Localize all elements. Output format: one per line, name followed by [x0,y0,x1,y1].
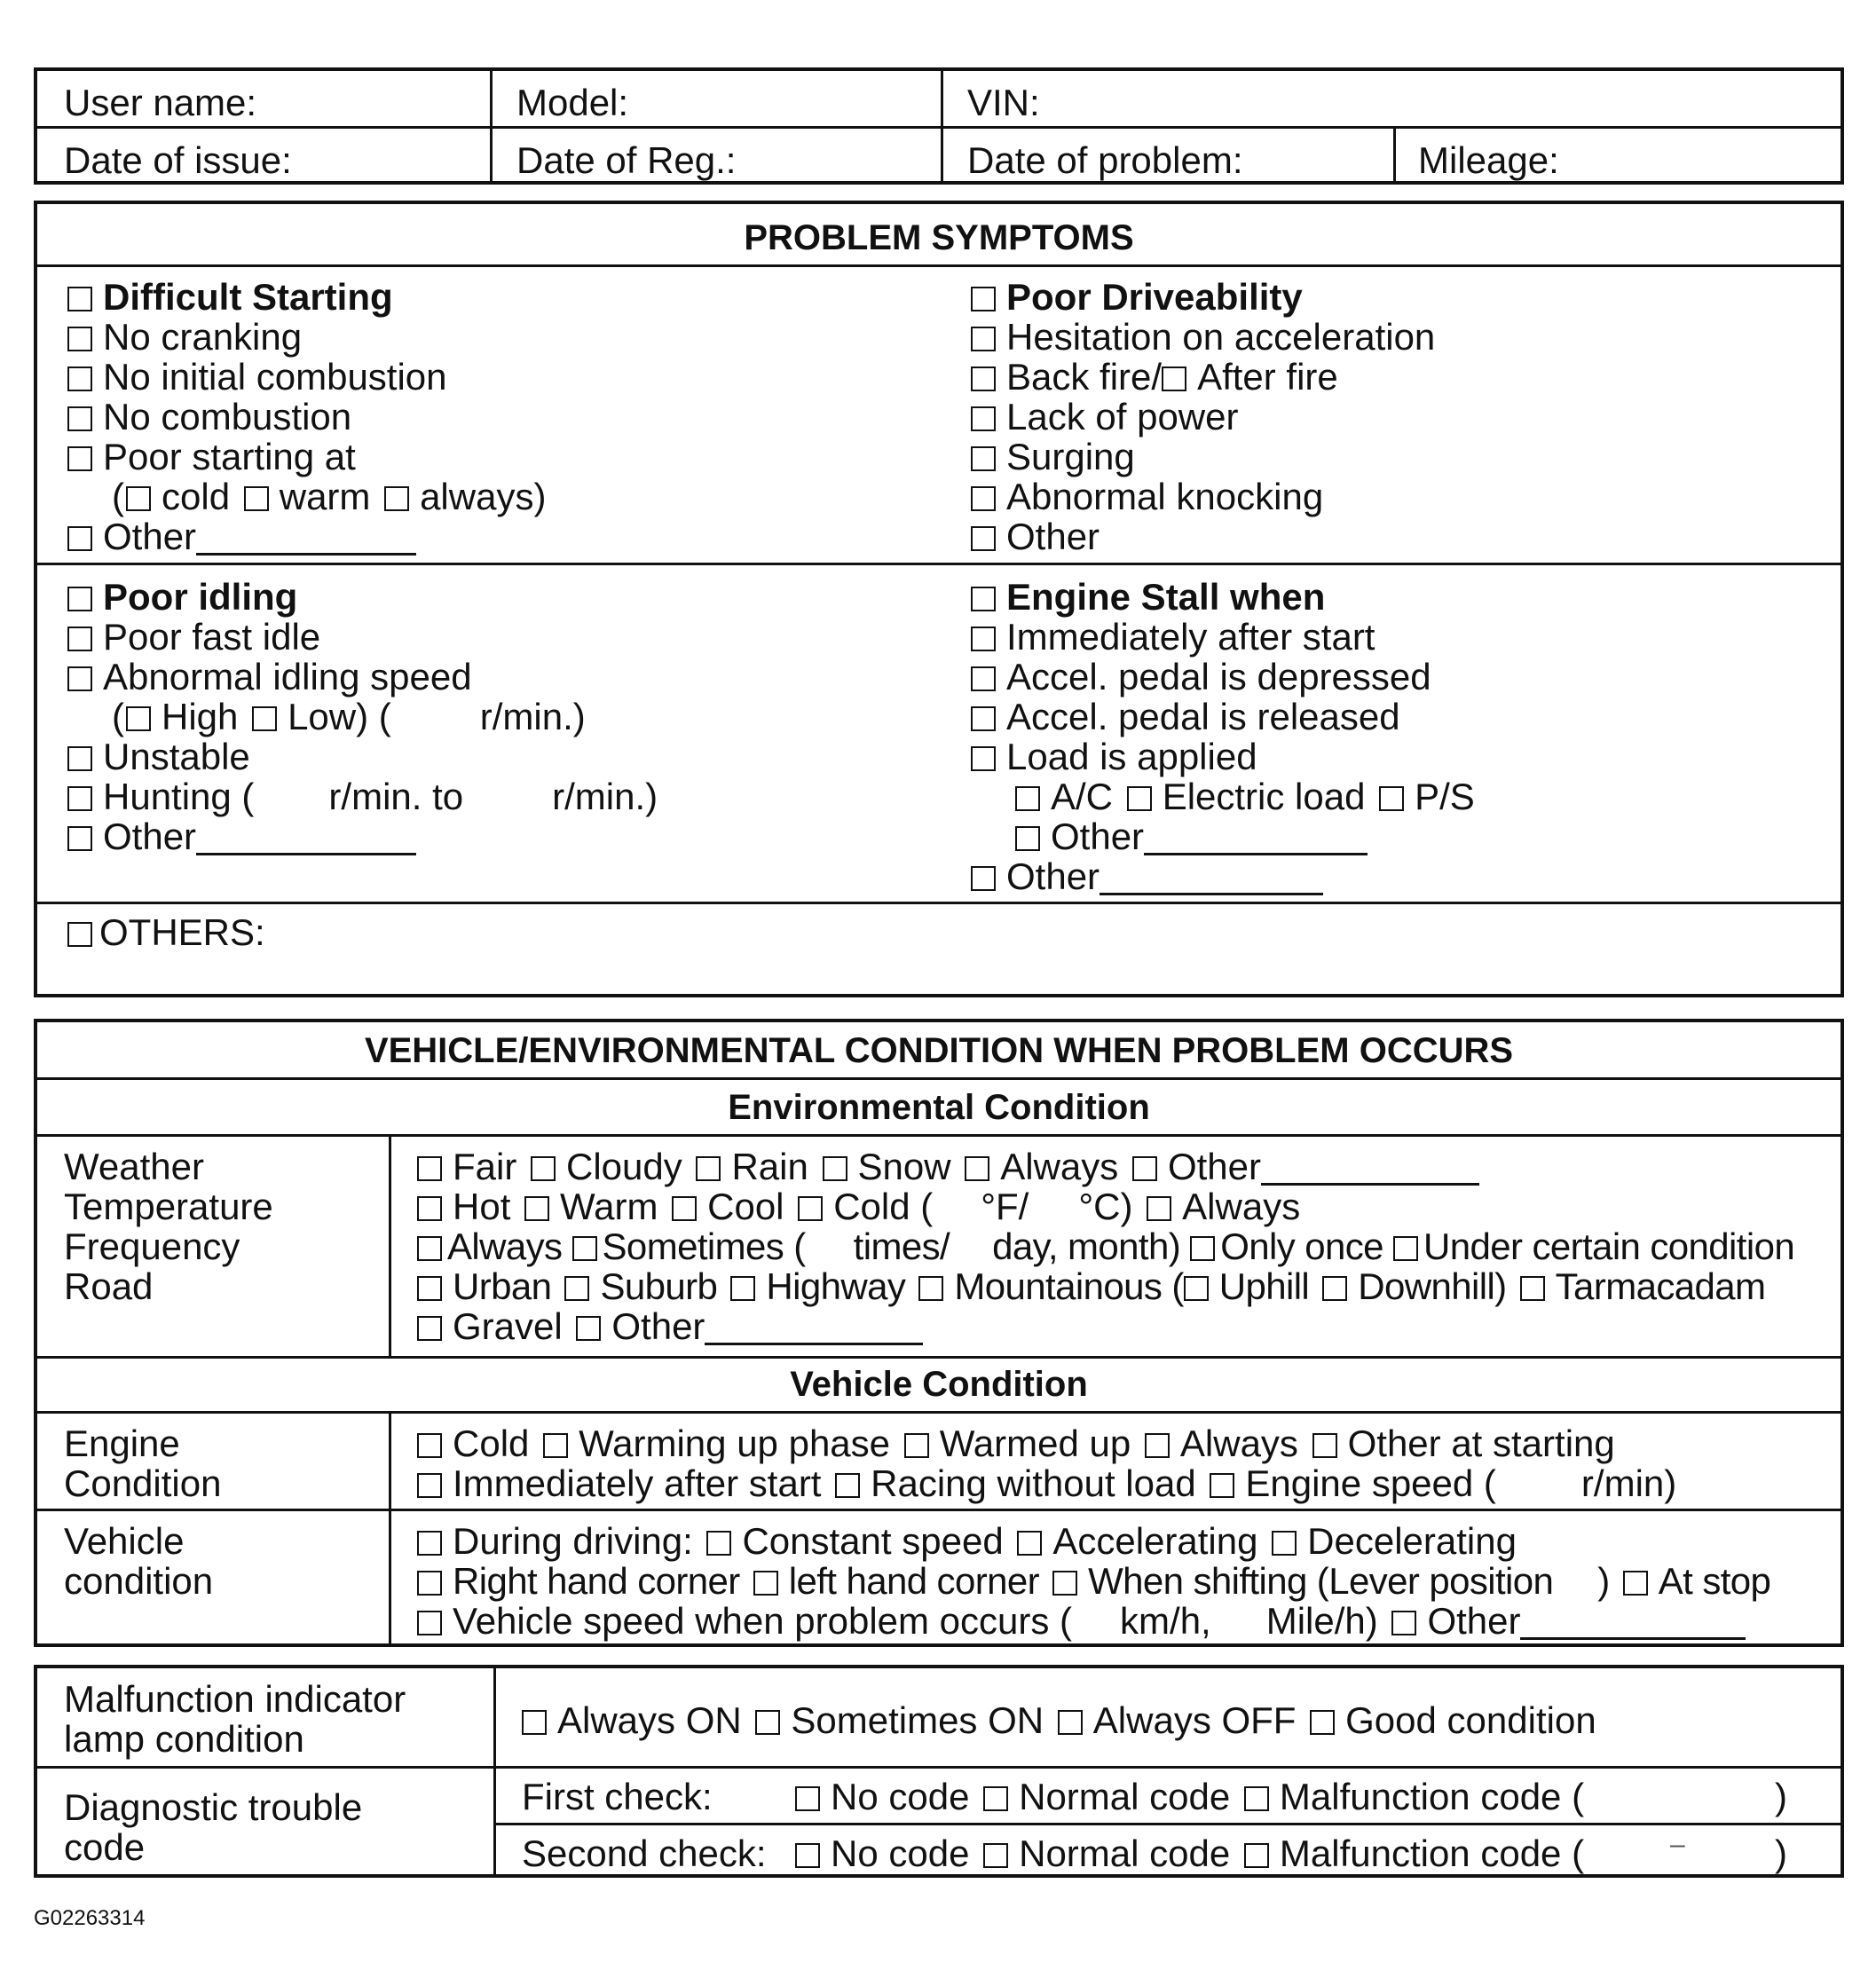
checkbox[interactable] [971,526,996,551]
checkbox[interactable] [1244,1843,1269,1868]
first-check-close: ) [1775,1776,1787,1817]
checkbox[interactable] [1058,1710,1083,1735]
stall-pedal-released-option[interactable]: Accel. pedal is released [971,698,1400,736]
temperature-options[interactable]: Hot Warm Cool Cold ( °F/ °C) Always [417,1188,1300,1225]
lack-of-power-option[interactable]: Lack of power [971,398,1238,436]
checkbox[interactable] [918,1276,943,1301]
checkbox[interactable] [904,1433,929,1458]
checkbox[interactable] [1312,1433,1337,1458]
checkbox[interactable] [1272,1531,1297,1556]
checkbox[interactable] [965,1156,989,1181]
user-name-field[interactable]: User name: [64,82,257,123]
road-options[interactable]: Urban Suburb Highway Mountainous ( Uphill Downhill) Tarmacadam [417,1268,1765,1305]
stall-load-other-option[interactable]: Other [1015,818,1368,855]
checkbox[interactable] [706,1531,731,1556]
dtc-label-2: code [64,1826,146,1868]
checkbox[interactable] [1127,786,1152,811]
checkbox[interactable] [1391,1611,1416,1635]
mileage-field[interactable]: Mileage: [1418,139,1559,181]
mil-dtc-table [34,1665,1844,1878]
engine-condition-label: Engine [64,1423,180,1464]
engine-stall-heading[interactable]: Engine Stall when [971,579,1325,616]
dtc-label: Diagnostic trouble [64,1786,363,1828]
second-check-label: Second check: [522,1832,767,1874]
checkbox[interactable] [67,327,92,351]
first-check-label: First check: [522,1776,713,1817]
figure-code: G02263314 [34,1906,146,1930]
checkbox[interactable] [1132,1156,1157,1181]
checkbox[interactable] [823,1156,847,1181]
idling-other-option[interactable]: Other [67,818,416,855]
checkbox[interactable] [1190,1236,1215,1261]
weather-label: Weather [64,1146,204,1187]
checkbox[interactable] [524,1196,549,1221]
checkbox[interactable] [384,486,409,511]
poor-fast-idle-option[interactable]: Poor fast idle [67,619,320,656]
no-initial-combustion-option[interactable]: No initial combustion [67,359,447,396]
poor-starting-option[interactable]: Poor starting at [67,438,356,476]
frequency-options[interactable]: Always Sometimes ( times/ day, month) Only once Under certain condition [417,1228,1794,1265]
stall-after-start-option[interactable]: Immediately after start [971,619,1375,656]
mil-options[interactable]: Always ON Sometimes ON Always OFF Good condition [522,1702,1596,1739]
engine-condition-options[interactable]: Cold Warming up phase Warmed up Always Other at starting [417,1425,1615,1462]
checkbox[interactable] [1147,1196,1171,1221]
checkbox[interactable] [1017,1531,1042,1556]
vehicle-corner-options[interactable]: Right hand corner left hand corner When shifting (Lever position ) At stop [417,1563,1770,1600]
checkbox[interactable] [67,922,92,947]
stall-load-types[interactable]: A/C Electric load P/S [1015,778,1475,816]
checkbox[interactable] [417,1276,442,1301]
checkbox[interactable] [576,1316,601,1341]
road-options-more[interactable]: Gravel Other [417,1308,923,1345]
checkbox[interactable] [696,1156,721,1181]
checkbox[interactable] [67,366,92,391]
date-of-issue-field[interactable]: Date of issue: [64,139,292,181]
checkbox[interactable] [1015,826,1040,851]
checkbox[interactable] [1052,1571,1077,1596]
checkbox[interactable] [67,666,92,691]
checkbox[interactable] [67,786,92,811]
mil-label-2: lamp condition [64,1718,304,1760]
checkbox[interactable] [971,406,996,431]
road-label: Road [64,1265,154,1307]
checkbox[interactable] [1162,366,1186,391]
second-check-close: ) [1775,1832,1787,1874]
vehicle-condition-label: Vehicle [64,1520,185,1562]
mil-label: Malfunction indicator [64,1678,406,1720]
checkbox[interactable] [417,1571,442,1596]
checkbox[interactable] [1379,786,1404,811]
checkbox[interactable] [543,1433,568,1458]
checkbox[interactable] [835,1473,860,1498]
stall-pedal-depressed-option[interactable]: Accel. pedal is depressed [971,658,1431,696]
weather-options[interactable]: Fair Cloudy Rain Snow Always Other [417,1148,1479,1186]
checkbox[interactable] [67,826,92,851]
checkbox[interactable] [971,666,996,691]
checkbox[interactable] [755,1710,780,1735]
checkbox[interactable] [971,486,996,511]
poor-idling-heading[interactable]: Poor idling [67,579,297,616]
vin-field[interactable]: VIN: [967,82,1040,123]
stall-other-option[interactable]: Other [971,858,1323,895]
checkbox[interactable] [1244,1786,1269,1811]
header-table [34,67,1844,185]
problem-symptoms-title: PROBLEM SYMPTOMS [744,218,1134,257]
checkbox[interactable] [971,706,996,731]
checkbox[interactable] [417,1531,442,1556]
checkbox[interactable] [971,287,996,311]
others-option[interactable]: OTHERS: [67,914,265,951]
checkbox[interactable] [67,627,92,651]
problem-symptoms-table [34,201,1844,997]
checkbox[interactable] [417,1611,442,1635]
checkbox[interactable] [67,587,92,611]
checkbox[interactable] [971,366,996,391]
checkbox[interactable] [417,1196,442,1221]
second-check-options[interactable]: No code Normal code Malfunction code ( [795,1835,1584,1872]
vehicle-condition-title: Vehicle Condition [790,1365,1088,1404]
no-cranking-option[interactable]: No cranking [67,319,302,356]
surging-option[interactable]: Surging [971,438,1135,476]
checkbox[interactable] [522,1710,547,1735]
abnormal-knocking-option[interactable]: Abnormal knocking [971,478,1323,516]
checkbox[interactable] [971,627,996,651]
checkbox[interactable] [983,1786,1008,1811]
vehicle-driving-options[interactable]: During driving: Constant speed Accelerating Decelerating [417,1523,1517,1560]
checkbox[interactable] [564,1276,589,1301]
hunting-option[interactable]: Hunting ( r/min. to r/min.) [67,778,658,816]
checkbox[interactable] [417,1316,442,1341]
checkbox[interactable] [531,1156,556,1181]
checkbox[interactable] [971,446,996,471]
difficult-starting-other-option[interactable]: Other [67,518,416,556]
hesitation-option[interactable]: Hesitation on acceleration [971,319,1435,356]
checkbox[interactable] [67,526,92,551]
vehicle-environmental-title: VEHICLE/ENVIRONMENTAL CONDITION WHEN PROBLEM OCCURS [364,1031,1514,1070]
checkbox[interactable] [67,287,92,311]
checkbox[interactable] [67,406,92,431]
temperature-label: Temperature [64,1186,273,1227]
checkbox[interactable] [971,866,996,891]
difficult-starting-heading[interactable]: Difficult Starting [67,279,393,316]
checkbox[interactable] [67,446,92,471]
checkbox[interactable] [1322,1276,1347,1301]
checkbox[interactable] [798,1196,823,1221]
checkbox[interactable] [126,486,151,511]
checkbox[interactable] [1015,786,1040,811]
checkbox[interactable] [1184,1276,1209,1301]
date-of-problem-field[interactable]: Date of problem: [967,139,1243,181]
checkbox[interactable] [971,327,996,351]
checkbox[interactable] [1520,1276,1545,1301]
checkbox[interactable] [417,1236,442,1261]
poor-starting-conditions[interactable]: ( cold warm always) [112,476,547,517]
back-fire-option[interactable]: Back fire/ After fire [971,359,1338,396]
checkbox[interactable] [1210,1473,1234,1498]
poor-driveability-heading[interactable]: Poor Driveability [971,279,1303,316]
vehicle-condition-label-2: condition [64,1560,214,1602]
checkbox[interactable] [753,1571,778,1596]
unstable-option[interactable]: Unstable [67,738,250,776]
vehicle-environmental-table [34,1019,1844,1647]
environmental-condition-title: Environmental Condition [728,1088,1150,1127]
checkbox[interactable] [795,1843,820,1868]
vehicle-speed-options[interactable]: Vehicle speed when problem occurs ( km/h, Mile/h) Other [417,1603,1746,1640]
checkbox[interactable] [417,1156,442,1181]
checkbox[interactable] [1310,1710,1335,1735]
model-field[interactable]: Model: [516,82,629,123]
driveability-other-option[interactable]: Other [971,518,1100,556]
first-check-options[interactable]: No code Normal code Malfunction code ( [795,1778,1584,1816]
checkbox[interactable] [1623,1571,1648,1596]
checkbox[interactable] [1393,1236,1418,1261]
checkbox[interactable] [983,1843,1008,1868]
checkbox[interactable] [67,746,92,771]
second-check-dash: – [1670,1830,1685,1859]
abnormal-idling-speed-option[interactable]: Abnormal idling speed [67,658,472,696]
checkbox[interactable] [244,486,269,511]
checkbox[interactable] [730,1276,755,1301]
date-of-reg-field[interactable]: Date of Reg.: [516,139,737,181]
idling-speed-detail[interactable]: ( High Low) ( r/min.) [112,696,586,737]
checkbox[interactable] [1145,1433,1170,1458]
checkbox[interactable] [417,1473,442,1498]
engine-condition-options-2[interactable]: Immediately after start Racing without load Engine speed ( r/min) [417,1465,1676,1502]
engine-condition-label-2: Condition [64,1462,222,1504]
checkbox[interactable] [126,706,151,731]
checkbox[interactable] [971,587,996,611]
frequency-label: Frequency [64,1225,240,1267]
checkbox[interactable] [417,1433,442,1458]
checkbox[interactable] [795,1786,820,1811]
checkbox[interactable] [672,1196,697,1221]
checkbox[interactable] [971,746,996,771]
checkbox[interactable] [252,706,277,731]
no-combustion-option[interactable]: No combustion [67,398,351,436]
stall-load-applied-option[interactable]: Load is applied [971,738,1257,776]
checkbox[interactable] [572,1236,597,1261]
